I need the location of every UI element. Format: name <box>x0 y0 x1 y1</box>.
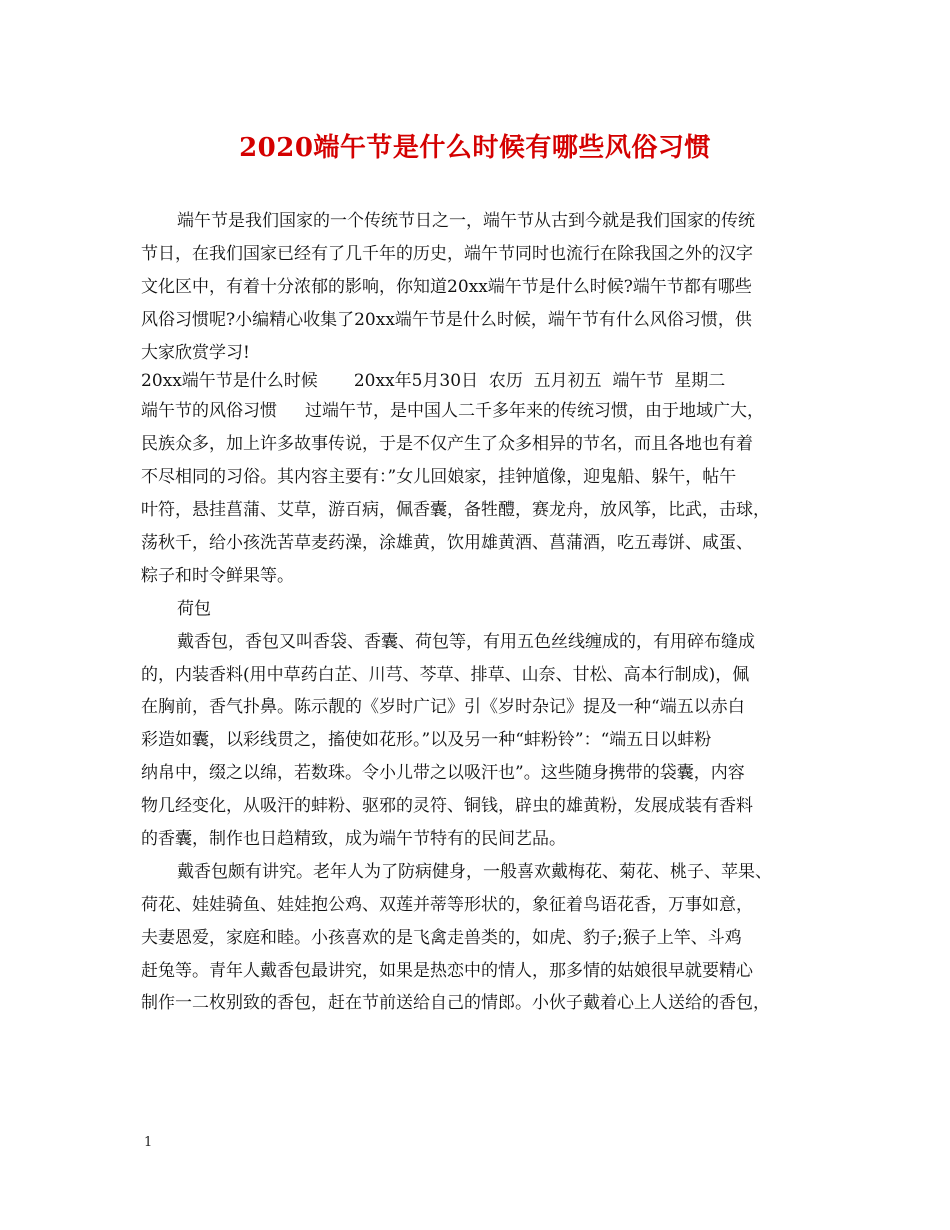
customs-line: 过端午节，是中国人二千多年来的传统习惯，由于地域广大， <box>305 401 764 422</box>
customs-line: 民族众多，加上许多故事传说，于是不仅产生了众多相异的节名，而且各地也有着 <box>141 434 753 455</box>
intro-line: 节日，在我们国家已经有了几千年的历史，端午节同时也流行在除我国之外的汉字 <box>141 243 753 264</box>
document-body <box>141 205 831 1020</box>
intro-line: 大家欣赏学习! <box>141 342 250 363</box>
page-number: 1 <box>144 1135 153 1150</box>
hebao-p2-line: 夫妻恩爱，家庭和睦。小孩喜欢的是飞禽走兽类的，如虎、豹子;猴子上竿、斗鸡 <box>141 927 742 948</box>
intro-line: 风俗习惯呢?小编精心收集了20xx端午节是什么时候，端午节有什么风俗习惯，供 <box>141 309 752 330</box>
hebao-p1-line: 纳帛中，缀之以绵，若数珠。令小儿带之以吸汗也”。这些随身携带的袋囊，内容 <box>141 763 745 784</box>
customs-first-line <box>141 395 831 428</box>
document-title: 2020端午节是什么时候有哪些风俗习惯 <box>239 133 711 163</box>
hebao-p1-line: 的香囊，制作也日趋精致，成为端午节特有的民间艺品。 <box>141 829 566 850</box>
date-line <box>141 367 831 395</box>
intro-line: 端午节是我们国家的一个传统节日之一，端午节从古到今就是我们国家的传统 <box>177 211 755 231</box>
hebao-p2-line: 制作一二枚别致的香包，赶在节前送给自己的情郎。小伙子戴着心上人送给的香包， <box>141 993 770 1014</box>
hebao-p1-line: 在胸前，香气扑鼻。陈示靓的《岁时广记》引《岁时杂记》提及一种“端五以赤白 <box>141 697 745 718</box>
date-text: 20xx年5月30日 农历 五月初五 端午节 星期二 <box>353 371 726 392</box>
hebao-p1-line: 戴香包，香包又叫香袋、香囊、荷包等，有用五色丝线缠成的，有用碎布缝成 <box>177 631 755 652</box>
hebao-p2-line: 荷花、娃娃骑鱼、娃娃抱公鸡、双莲并蒂等形状的，象征着鸟语花香，万事如意， <box>141 894 753 915</box>
hebao-heading: 荷包 <box>177 598 211 619</box>
hebao-p1-line: 物几经变化，从吸汗的蚌粉、驱邪的灵符、铜钱，辟虫的雄黄粉，发展成装有香料 <box>141 796 753 817</box>
customs-line: 荡秋千，给小孩洗苦草麦药澡，涂雄黄，饮用雄黄酒、菖蒲酒，吃五毒饼、咸蛋、 <box>141 533 753 554</box>
customs-line: 粽子和时令鲜果等。 <box>141 565 294 586</box>
customs-line: 不尽相同的习俗。其内容主要有：”女儿回娘家，挂钟馗像，迎鬼船、躲午，帖午 <box>141 467 737 488</box>
customs-heading: 端午节的风俗习惯 <box>141 401 277 422</box>
hebao-p1-line: 的，内装香料(用中草药白芷、川芎、芩草、排草、山奈、甘松、高本行制成)，佩 <box>141 664 750 685</box>
intro-line: 文化区中，有着十分浓郁的影响，你知道20xx端午节是什么时候?端午节都有哪些 <box>141 276 752 297</box>
hebao-p2-line: 戴香包颇有讲究。老年人为了防病健身，一般喜欢戴梅花、菊花、桃子、苹果、 <box>177 861 772 882</box>
hebao-p1-line: 彩造如囊，以彩线贯之，搐使如花形。”以及另一种“蚌粉铃”：“端五日以蚌粉 <box>141 730 712 751</box>
date-heading: 20xx端午节是什么时候 <box>141 371 318 392</box>
customs-line: 叶符，悬挂菖蒲、艾草，游百病，佩香囊，备牲醴，赛龙舟，放风筝，比武，击球， <box>141 500 770 521</box>
hebao-p2-line: 赶兔等。青年人戴香包最讲究，如果是热恋中的情人，那多情的姑娘很早就要精心 <box>141 960 753 981</box>
